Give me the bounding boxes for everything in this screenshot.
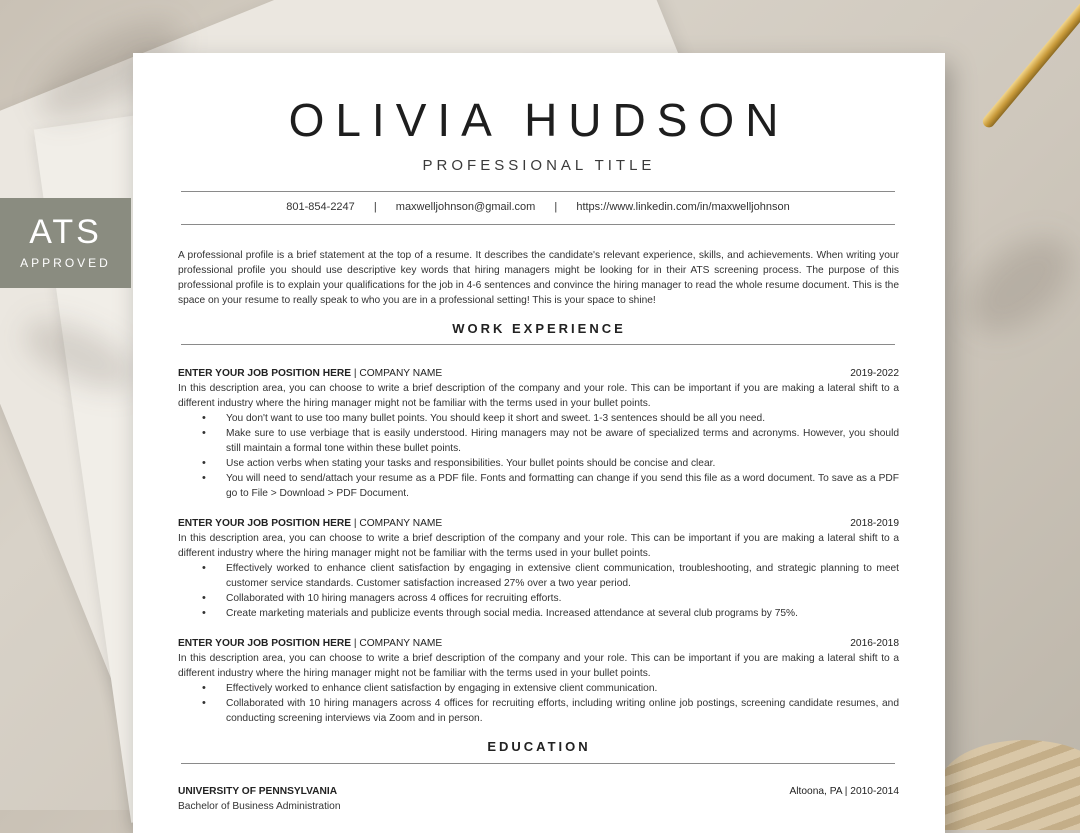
contact-email: maxwelljohnson@gmail.com xyxy=(395,201,536,213)
contact-linkedin: https://www.linkedin.com/in/maxwelljohnson xyxy=(576,201,790,213)
job-bullet: • Collaborated with 10 hiring managers across 4 offices for recruiting efforts. xyxy=(178,591,899,606)
resume-name: OLIVIA HUDSON xyxy=(288,94,790,146)
professional-title: PROFESSIONAL TITLE xyxy=(422,157,656,174)
job-company: | COMPANY NAME xyxy=(351,518,443,529)
contact-divider xyxy=(181,224,895,225)
job-bullet: • Effectively worked to enhance client satisfaction by engaging in extensive client communication, troubleshooting, and strategic planning to meet customer service standards. Customer satisfaction increased 27% over a two year period. xyxy=(178,561,899,591)
work-experience-heading: WORK EXPERIENCE xyxy=(452,321,626,336)
job-bullet: • Effectively worked to enhance client satisfaction by engaging in extensive client communication. xyxy=(178,681,899,696)
education-heading: EDUCATION xyxy=(487,739,591,754)
job-description: In this description area, you can choose to write a brief description of the company and your role. This can be important if you are making a lateral shift to a different industry where the hiring manager might not be familiar with the terms used in your bullet points. xyxy=(178,533,899,559)
contact-phone: 801-854-2247 xyxy=(286,201,355,213)
job-header xyxy=(178,366,899,381)
job-dates: 2018-2019 xyxy=(850,518,899,529)
education-degree: Bachelor of Business Administration xyxy=(178,801,341,812)
resume-page xyxy=(133,53,945,833)
education-location-dates: Altoona, PA | 2010-2014 xyxy=(789,786,899,797)
job-bullet: • Create marketing materials and publicize events through social media. Increased attendance at several club programs by 75%. xyxy=(178,606,899,621)
job-bullet: • Collaborated with 10 hiring managers across 4 offices for recruiting efforts, including writing online job postings, screening candidate resumes, and conducting screening interviews via Zoom and in person. xyxy=(178,696,899,726)
job-bullets xyxy=(178,681,899,726)
job-bullets xyxy=(178,411,899,501)
job-company: | COMPANY NAME xyxy=(351,368,443,379)
job-bullets xyxy=(178,561,899,621)
job-position: ENTER YOUR JOB POSITION HERE xyxy=(178,368,352,379)
job-dates: 2016-2018 xyxy=(850,638,899,649)
job-dates: 2019-2022 xyxy=(850,368,899,379)
education-school: UNIVERSITY OF PENNSYLVANIA xyxy=(178,786,338,797)
woven-basket xyxy=(940,740,1080,830)
education-divider xyxy=(181,763,895,764)
background-leaf-shadow xyxy=(952,220,1080,351)
job-header xyxy=(178,516,899,531)
job-bullet: • You will need to send/attach your resume as a PDF file. Fonts and formatting can change if you send this file as a word document. To save as a PDF go to File > Download > PDF Document. xyxy=(178,471,899,501)
badge-title: ATS xyxy=(29,213,102,251)
gold-pen xyxy=(980,0,1080,130)
professional-profile: A professional profile is a brief statement at the top of a resume. It describes the candidate's relevant experience, skills, and achievements. When writing your professional profile you should use descriptive key words that hiring managers might be looking for in their ATS screening process. The purpose of this professional profile is to explain your qualifications for the job in 4-6 sentences and convince the hiring manager to read the whole resume document. This is the space on your resume to really speak to who you are in a professional setting! This is your space to shine! xyxy=(178,250,899,306)
job-bullet: • Make sure to use verbiage that is easily understood. Hiring managers may not be aware of specialized terms and acronyms. However, you should still maintain a formal tone within these bullet points. xyxy=(178,426,899,456)
header-divider xyxy=(181,191,895,192)
badge-subtitle: APPROVED xyxy=(20,256,111,270)
job-position: ENTER YOUR JOB POSITION HERE xyxy=(178,638,352,649)
education-header xyxy=(178,784,899,799)
job-company: | COMPANY NAME xyxy=(351,638,443,649)
job-description: In this description area, you can choose to write a brief description of the company and your role. This can be important if you are making a lateral shift to a different industry where the hiring manager might not be familiar with the terms used in your bullet points. xyxy=(178,383,899,409)
job-bullet: • Use action verbs when stating your tasks and responsibilities. Your bullet points should be concise and clear. xyxy=(178,456,899,471)
ats-approved-badge xyxy=(0,198,131,288)
job-bullet: • You don't want to use too many bullet points. You should keep it short and sweet. 1-3 sentences should be all you need. xyxy=(178,411,899,426)
contact-separator: | xyxy=(554,201,558,213)
work-divider xyxy=(181,344,895,345)
job-position: ENTER YOUR JOB POSITION HERE xyxy=(178,518,352,529)
contact-separator: | xyxy=(373,201,377,213)
contact-line xyxy=(181,201,895,213)
job-header xyxy=(178,636,899,651)
job-description: In this description area, you can choose to write a brief description of the company and your role. This can be important if you are making a lateral shift to a different industry where the hiring manager might not be familiar with the terms used in your bullet points. xyxy=(178,653,899,679)
